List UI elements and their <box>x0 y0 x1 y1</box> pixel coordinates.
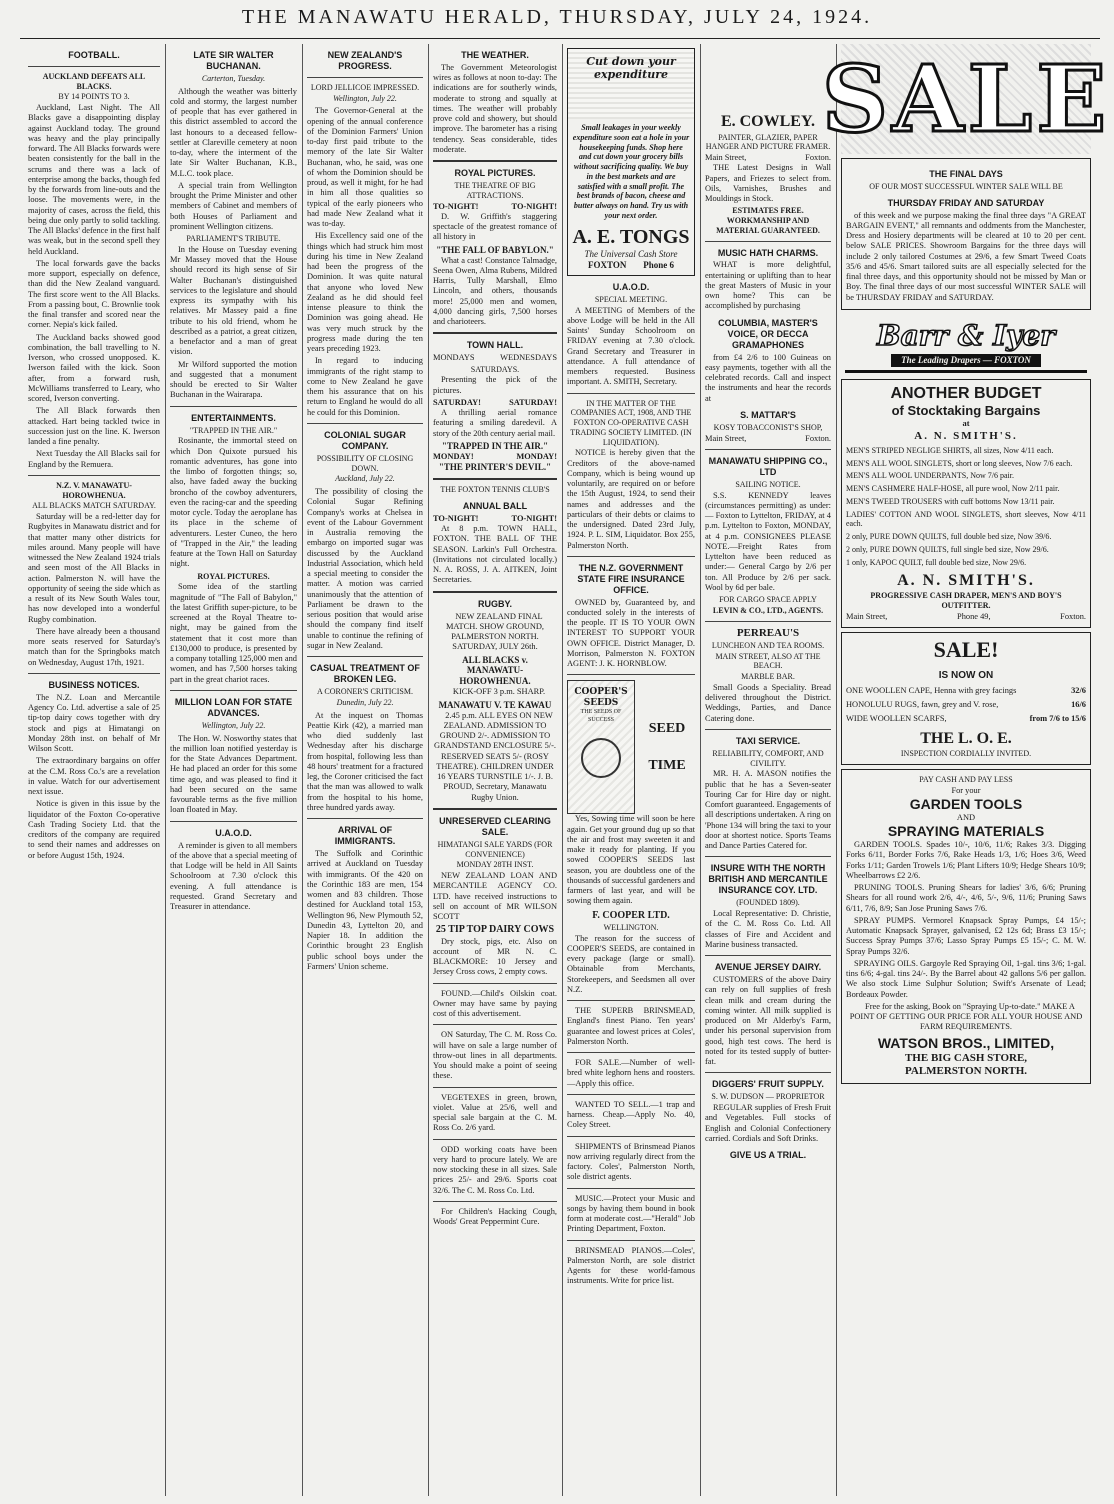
cowley-address: Main Street, Foxton. <box>705 153 831 163</box>
watson-ad <box>841 769 1091 1084</box>
final-days-when: THURSDAY FRIDAY AND SATURDAY <box>887 197 1045 208</box>
mattar-name: S. MATTAR'S <box>740 409 796 420</box>
ad-subheading: SAILING NOTICE. <box>735 479 801 489</box>
ad-para: Local Representative: D. Christie, of the C. M. Ross Co. Ltd. All classes of Fire and Accident and Marine business transacted. <box>705 909 831 949</box>
watson-name: THE BIG CASH STORE, <box>904 1051 1028 1064</box>
parliament-heading: PARLIAMENT'S TRIBUTE. <box>186 234 281 244</box>
feature-title: "THE FALL OF BABYLON." <box>436 244 554 255</box>
ad-subheading: AND <box>956 812 976 822</box>
clearing-sale-heading: UNRESERVED CLEARING SALE. <box>439 815 551 837</box>
ad-subheading: WELLINGTON. <box>603 922 659 932</box>
sugar-subheading: POSSIBILITY OF CLOSING DOWN. <box>316 453 414 473</box>
ad-subheading: LUNCHEON AND TEA ROOMS. <box>711 640 825 650</box>
million-loan-heading: MILLION LOAN FOR STATE ADVANCES. <box>174 696 293 718</box>
rugby-heading: N.Z. V. MANAWATU-HOROWHENUA. <box>56 480 132 500</box>
smith-item: 2 only, PURE DOWN QUILTS, full single bed size, Now 29/6. <box>846 544 1049 554</box>
ad-para: from £4 2/6 to 100 Guineas on easy payments, together with all the celebrated records. Call and inspect the instruments and hear the records at <box>705 352 831 403</box>
loe-sale-sub: IS NOW ON <box>938 669 994 681</box>
ad-subheading: RELIABILITY, COMFORT, AND CIVILITY. <box>712 748 824 768</box>
column-6 <box>705 44 831 1496</box>
ad-subheading: MONDAY 28TH INST. <box>456 860 534 870</box>
dateline: Wellington, July 22. <box>201 720 266 730</box>
column-4 <box>433 44 557 1496</box>
smith-item: MEN'S STRIPED NEGLIGE SHIRTS, all sizes, Now 4/11 each. <box>846 445 1054 455</box>
ad-para: SPRAYING OILS. Gargoyle Red Spraying Oil, 1-gal. tins 3/6; 1-gal. tins 6/6; 4-gal. tins 24/-. By the Barrel about 42 gallons 5/6 per gallon. We also stock Lime Sulphur Solution; Swift's Arsenate of Lead; Bordeaux Powder. <box>846 958 1086 999</box>
smith-subheading: of Stocktaking Bargains <box>891 403 1041 419</box>
ad-para: REGULAR supplies of Fresh Fruit and Vegetables. Full stocks of English and Colonial Confectionery carried. Cordials and Soft Drinks. <box>705 1103 831 1143</box>
classified: ON Saturday, The C. M. Ross Co. will have on sale a large number of throw-out lines in all departments. You should make a point of seeing these. <box>433 1030 557 1081</box>
cooper-name: F. COOPER LTD. <box>592 909 670 921</box>
broken-leg-para: At the inquest on Thomas Peattie Kirk (42), a married man who died suddenly last Wednesday after his discharge from hospital, following less than 48 hours' treatment for a fractured leg, the Coroner criticised the fact that the man was allowed to walk from the hospital to his home, three hundred yards away. <box>307 710 423 812</box>
insurance-heading: INSURE WITH THE NORTH BRITISH AND MERCANTILE INSURANCE COY. LTD. <box>708 863 828 896</box>
ad-subheading: MAIN STREET, ALSO AT THE BEACH. <box>715 651 821 671</box>
business-notices-heading: BUSINESS NOTICES. <box>48 679 140 690</box>
nz-progress-heading: NEW ZEALAND'S PROGRESS. <box>327 50 403 71</box>
ad-para: SPRAY PUMPS. Vermorel Knapsack Spray Pumps, £4 15/-; Automatic Knapsack Sprayer, galvanised, £2 12s 6d; Brass £3 15/-; Success Spray Pumps 37/6; Lasso Spray Pumps £5 15/-; C. M. W. Spray Pumps 32/6. <box>846 915 1086 956</box>
final-days-heading: THE FINAL DAYS <box>929 169 1003 179</box>
broken-leg-subheading: A CORONER'S CRITICISM. <box>317 687 413 697</box>
dateline: Carterton, Tuesday. <box>201 73 266 83</box>
masthead-rule <box>20 38 1100 39</box>
business-para: The extraordinary bargains on offer at the C.M. Ross Co.'s are a revelation in value. Watch for our advertisement next issue. <box>28 756 160 797</box>
column-7 <box>821 44 1111 1496</box>
loe-footer: INSPECTION CORDIALLY INVITED. <box>900 749 1032 759</box>
classified: WANTED TO SELL.—1 trap and harness. Cheap.—Apply No. 40, Coley Street. <box>567 1099 695 1130</box>
cowley-name: E. COWLEY. <box>720 113 816 130</box>
smith-address: Main Street, Phone 49, Foxton. <box>846 612 1086 622</box>
ad-subheading: PAY CASH AND PAY LESS <box>919 774 1013 784</box>
ad-para: Yes, Sowing time will soon be here again. Get your ground dug up so that the air and frost may sweeten it and make it ready for planting. If you sowed COOPER'S SEEDS last season, you are doubtless one of the thousands of successful gardeners and farmers of last year, and will be sowing them again. <box>567 814 695 906</box>
column-5 <box>567 44 695 1496</box>
immigrants-heading: ARRIVAL OF IMMIGRANTS. <box>334 825 396 847</box>
music-heading: MUSIC HATH CHARMS. <box>717 247 819 258</box>
smith-at: at <box>962 419 970 429</box>
business-para: Notice is given in this issue by the liquidator of the Foxton Co-operative Cash Trading Society Ltd. that the creditors of the company are required to send their names and addresses on or before August 15th, 1924. <box>28 799 160 860</box>
sale-banner-art: SALE <box>821 44 1111 153</box>
royal-pictures-heading: ROYAL PICTURES. <box>197 571 270 581</box>
nz-progress-para: His Excellency said one of the things which had struck him most during his time in New Zealand had been the progress of the Dominion. It was quite natural that anyone who loved New Zealand as he did should feel intense pleasure to think the Dominion was going ahead. He was very much struck by the progress made during the ten years preceding 1923. <box>307 231 423 354</box>
loe-item: WIDE WOOLLEN SCARFS, from 7/6 to 15/6 <box>846 714 1086 724</box>
entertainments-subheading: "TRAPPED IN THE AIR." <box>189 425 278 435</box>
column-rule <box>700 44 701 1496</box>
column-2 <box>170 44 297 1496</box>
column-rule <box>428 44 429 1496</box>
smith-item-list <box>846 446 1086 568</box>
ad-subheading: MARBLE BAR. <box>741 672 795 682</box>
dateline: Wellington, July 22. <box>333 93 397 103</box>
ad-para: MR. H. A. MASON notifies the public that he has a Seven-seater Touring Car for Hire day or night. Comfort guaranteed. Engagements of all descriptions undertaken. A ring on 'Phone 134 will bring the taxi to your door at shortest notice. Sports Teams and Dance Parties Catered for. <box>705 769 831 851</box>
ad-para: GARDEN TOOLS. Spades 10/-, 10/6, 11/6; Rakes 3/3. Digging Forks 6/11, Border Forks 7/6, Rake Heads 1/3, 1/6; Hoes 3/6, Weed Forks 1/11; Garden Trowels 1/6; Plant Lifters 10/9; Hedge Shears 10/9; Wheelbarrows £2 2/6. <box>846 840 1086 880</box>
smith-item: MEN'S CASHMERE HALF-HOSE, all pure wool, Now 2/11 pair. <box>846 484 1060 494</box>
cowley-estimates: ESTIMATES FREE. WORKMANSHIP AND MATERIAL GUARANTEED. <box>716 206 820 235</box>
uaod-para: A reminder is given to all members of the above that a special meeting of that Lodge will be held in All Saints Schoolroom at 7.30 o'clock this evening. A full attendance is requested. Grand Secretary and Treasurer in attendance. <box>170 840 297 912</box>
classified: THE SUPERB BRINSMEAD, England's finest Piano. Ten years' guarantee and lowest prices at Coles', Palmerston North. <box>567 1006 695 1046</box>
classified: ODD working coats have been very hard to procure lately. We are now stocking these in all sizes. Sale prices 25/- and 29/6. Sports coat 32/6. The C. M. Ross Co. Ltd. <box>433 1144 557 1195</box>
ad-para: What a cast! Constance Talmadge, Seena Owen, Alma Rubens, Mildred Harris, Tully Marshall, Elmo Lincoln, and others, thousands more! 25,000 men and women, 4,000 dancing girls, 7,500 horses and charioteers. <box>433 255 557 327</box>
broken-leg-heading: CASUAL TREATMENT OF BROKEN LEG. <box>310 663 420 685</box>
rugby-para: There have already been a thousand more seats reserved for Saturday's match than for the Springboks match on Wednesday, August 17th, 1921. <box>28 626 160 667</box>
watson-heading: SPRAYING MATERIALS <box>887 823 1045 840</box>
dateline: Auckland, July 22. <box>335 474 395 484</box>
perreau-name: PERREAU'S <box>736 626 800 639</box>
tongs-name: A. E. TONGS <box>572 225 690 248</box>
smith-ad <box>841 379 1091 628</box>
taxi-heading: TAXI SERVICE. <box>735 735 801 746</box>
royal-pictures-ad-heading: ROYAL PICTURES. <box>454 168 536 179</box>
football-para: The local forwards gave the backs more support, especially on defence, than did the New Zealand vanguard. The first score went to the All Blacks. From a passing bout, C. Brownlie took the final transfer and scored near the corner. Nepia's kick failed. <box>28 258 160 330</box>
ad-subheading: S. W. DUDSON — PROPRIETOR <box>711 1092 825 1102</box>
ad-para: OWNED by, Guaranteed by, and conducted solely in the interests of the people. IT IS TO YOUR OWN INTEREST TO SUPPORT YOUR OWN OFFICE. District Manager, D. Morrison, Palmerston N. FOXTON AGENT: J. K. HORNBLOW. <box>567 597 695 669</box>
nz-progress-para: The Governor-General at the opening of the annual conference of the Dominion Farmers' Union to-day first paid tribute to the memory of the late Sir Walter Buchanan, who, he said, was one of whom the Dominion should be proud, as well it might, for he had in him all those qualities so typical of the early pioneers who had made New Zealand what it was to-day. <box>307 106 423 229</box>
tongs-ad <box>567 48 695 276</box>
loe-sale-heading: SALE! <box>933 636 999 662</box>
smith-footer-tag: PROGRESSIVE CASH DRAPER, MEN'S AND BOY'S OUTFITTER. <box>870 590 1062 610</box>
ad-subheading: OF OUR MOST SUCCESSFUL WINTER SALE WILL BE <box>869 181 1063 191</box>
classified: FOR SALE.—Number of well-bred white leghorn hens and roosters. —Apply this office. <box>567 1058 695 1088</box>
ad-para: Dry stock, pigs, etc. Also on account of MR N. C. BLACKMORE: 10 Jersey and Jersey Cross cows, 2 empty cows. <box>433 936 557 977</box>
ad-para: THE Latest Designs in Wall Papers, and Friezes to select from. Oils, Varnishes, Brushes and Mouldings in Stock. <box>705 163 831 204</box>
football-score: BY 14 POINTS TO 3. <box>58 92 130 102</box>
football-para: The Auckland backs showed good combination, the ball travelling to N. Iverson, who crossed unopposed. K. Iwerson failed with the kick. Soon after, from a forward rush, McWilliams transferred to Leary, who scored, Iverson converting. <box>28 332 160 404</box>
smith-item: 1 only, KAPOC QUILT, full double bed size, Now 29/6. <box>846 557 1027 567</box>
column-3 <box>307 44 423 1496</box>
sugar-heading: COLONIAL SUGAR COMPANY. <box>324 429 406 451</box>
ad-para: NEW ZEALAND FINAL MATCH. SHOW GROUND, PALMERSTON NORTH. SATURDAY, JULY 26th. <box>445 611 545 652</box>
tennis-ball-heading: ANNUAL BALL <box>462 500 528 511</box>
ad-para: Free for the asking, Book on "Spraying Up-to-date." MAKE A POINT OF GETTING OUR PRICE FOR ALL YOUR HOUSE AND FARM REQUIREMENTS. <box>849 1001 1083 1032</box>
ad-para: The reason for the success of COOPER'S SEEDS, are contained in every package (large or small). Obtainable from Merchants, Storekeepers, and Seedsmen all over N.Z. <box>567 933 695 994</box>
ad-row: MONDAYS WEDNESDAYS <box>433 353 557 363</box>
ad-row: TO-NIGHT! TO-NIGHT! <box>433 201 557 211</box>
ad-para: WHAT is more delightful, entertaining or uplifting than to hear the great Masters of Music in your own home? This can be accomplished by purchasing <box>705 260 831 311</box>
classified: BRINSMEAD PIANOS.—Coles', Palmerston North, are sole district Agents for these world-famous instruments. Write for price list. <box>567 1245 695 1286</box>
smith-footer-name: A. N. SMITH'S. <box>897 572 1035 590</box>
smith-item: MEN'S ALL WOOL SINGLETS, short or long sleeves, Now 7/6 each. <box>846 458 1073 468</box>
final-days-ad <box>841 158 1091 310</box>
ad-row: SATURDAY! SATURDAY! <box>433 397 557 407</box>
ad-para: A MEETING of Members of the above Lodge will be held in the All Saints' Sunday Schoolroom on FRIDAY evening at 7.30 o'clock. Grand Secretary and Treasurer in attendance. A full attendance of members requested. Business important. A. SMITH, Secretary. <box>567 305 695 387</box>
loe-item: HONOLULU RUGS, fawn, grey and V. rose, 16/6 <box>846 700 1086 709</box>
watson-heading: GARDEN TOOLS <box>909 795 1023 812</box>
ad-subheading: FOR CARGO SPACE APPLY <box>719 595 817 605</box>
parliament-para: Mr Wilford supported the motion and suggested that a monument should be erected to Sir Walter Buchanan in the Wairarapa. <box>170 359 297 400</box>
ad-para: At 8 p.m. TOWN HALL, FOXTON. THE BALL OF THE SEASON. Larkin's Full Orchestra. (Invitations not circulated locally.) N. A. ROSS, J. A. AITKEN, Joint Secretaries. <box>433 524 557 585</box>
fruit-heading: DIGGERS' FRUIT SUPPLY. <box>712 1079 824 1090</box>
ad-subheading: SATURDAYS. <box>470 364 520 374</box>
column-rule <box>562 44 563 1496</box>
shipping-heading: MANAWATU SHIPPING CO., LTD <box>708 455 828 477</box>
classified: MUSIC.—Protect your Music and songs by having them bound in book form at moderate cost.—"Herald" Job Printing Department, Foxton. <box>567 1193 695 1234</box>
tongs-blurb: Small leakages in your weekly expenditure soon eat a hole in your housekeeping funds. Shop here and cut down your grocery bills without sacrificing quality. We buy in the best markets and are satisfied with a small profit. The best brands of bacon, cheese and butter always on hand. Try us with your next order. <box>572 123 690 220</box>
classified: For Children's Hacking Cough, Woods' Great Peppermint Cure. <box>433 1206 557 1226</box>
feature-title: MANAWATU V. TE KAWAU <box>438 699 552 710</box>
ad-para: NOTICE is hereby given that the Creditors of the above-named Company, which is being wound up voluntarily, are required on or before the 15th August, 1924, to send their names and addresses and the particulars of their debts or claims to the undersigned. Dated 23rd July, 1924. P. L. SIM, Liquidator. Box 255, Palmerston North. <box>567 448 695 550</box>
column-rule <box>836 44 837 1496</box>
cooper-ad: COOPER'S SEEDS THE SEEDS OF SUCCESS SEED TIME <box>567 680 695 814</box>
immigrants-para: The Suffolk and Corinthic arrived at Auckland on Tuesday with immigrants. Of the 420 on the Corinthic 183 are men, 154 women and 83 children. Those destined for Auckland total 153, Wellington 96, New Plymouth 52, Dunedin 43, Lyttelton 20, and Napier 18. In addition the Corinthic brought 23 English public school boys under the Farmers' Union scheme. <box>307 849 423 971</box>
ad-subheading: For your <box>951 785 981 795</box>
ad-para: KICK-OFF 3 p.m. SHARP. <box>452 687 546 697</box>
ad-para: 2.45 p.m. ALL EYES ON NEW ZEALAND. ADMISSION TO GROUND 2/-. ADMISSION TO GRANDSTAND ENCLOSURE 5/-. RESERVED SEATS 5/- (ROSY THEATRE). CHILDREN UNDER 16 YEARS TURNSTILE 1/-. J. B. PROUD, Secretary, Manawatu Rugby Union. <box>434 710 556 802</box>
smith-heading: ANOTHER BUDGET <box>890 384 1042 402</box>
cowley-trade: PAINTER, GLAZIER, PAPER HANGER AND PICTURE FRAMER. <box>705 132 831 152</box>
liquidation-heading: IN THE MATTER OF THE COMPANIES ACT, 1908, AND THE FOXTON CO-OPERATIVE CASH TRADING SOCIETY LIMITED. (IN LIQUIDATION). <box>570 398 692 447</box>
buchanan-heading: LATE SIR WALTER BUCHANAN. <box>193 50 274 71</box>
weather-heading: THE WEATHER. <box>461 50 529 60</box>
football-subheading: AUCKLAND DEFEATS ALL BLACKS. <box>42 71 146 91</box>
ad-subheading: KOSY TOBACCONIST'S SHOP, <box>713 422 823 432</box>
nz-progress-subheading: LORD JELLICOE IMPRESSED. <box>310 82 420 92</box>
ad-subheading: SPECIAL MEETING. <box>594 294 668 304</box>
football-para: Auckland, Last Night. The All Blacks gave a disappointing display against Auckland today. The ground was heavy and the play principally forward. The All Blacks forwards were beaten consistently for the ball in the scrums and there was a lack of enterprise among the backs, though fed by the forwards from line-outs and the loose. The movements were, in the majority of cases, across the field, this being due only partly to solid tackling. The All Blacks' defence in the first half was weak, but in the second spell they held Auckland. <box>28 103 160 256</box>
tennis-heading: THE FOXTON TENNIS CLUB'S <box>440 485 550 495</box>
ad-para: of this week and we purpose making the final three days "A GREAT BARGAIN EVENT," all remnants and oddments from the Manchester, Dress and Hosiery departments will be cleared at 10 to 20 per cent. below SALE PRICES. Showroom Bargains for the three days will include 2 only tailored Costumes at 29/6, a few Smart Tweed Coats 35/6 and 45/6. Smart tailored suits are all especially selected for the final three days, and this opportunity should not be missed by Man or Boy. The final three days of our most successful WINTER SALE will be THURSDAY FRIDAY and SATURDAY. <box>846 210 1086 302</box>
barr-iyer-logo: Barr & Iyer The Leading Drapers — FOXTON <box>845 316 1087 373</box>
entertainments-para: Rosinante, the immortal steed on which Don Quixote pursued his romantic adventures, has gone into the limbo of forgotten things; so, also, have faded away the bucking broncho of the cowboy adventurers, even the racing-car and the speeding motor cycle. Today the aeroplane has its place in the scheme of adventurers. Lester Cuneo, the hero of "Trapped in the Air," the leading feature at the Town Hall on Saturday night. <box>170 436 297 569</box>
business-para: The N.Z. Loan and Mercantile Agency Co. Ltd. advertise a sale of 25 tip-top dairy cows together with dry stock and pigs at Himatangi on Monday 28th inst. on behalf of Mr Wilson Scott. <box>28 692 160 754</box>
rugby-subheading: ALL BLACKS MATCH SATURDAY. <box>32 501 156 511</box>
classified: VEGETEXES in green, brown, violet. Value at 25/6, well and special sale bargain at the C. M. Ross Co. 2/6 yard. <box>433 1092 557 1133</box>
ad-para: S.S. KENNEDY leaves (circumstances permitting) as under:— Foxton to Lyttelton, FRIDAY, at 4 p.m. Lyttelton to Foxton, MONDAY, at 4 p.m. CONSIGNEES PLEASE NOTE.—Freight Rates from Lyttelton have been reduced as under:— General Cargo by 2/6 per ton. All Produce by 2/6 per sack. Wool by 6d per bale. <box>705 490 831 592</box>
football-para: Next Tuesday the All Blacks sail for England by the Remuera. <box>28 449 160 469</box>
ad-subheading: (FOUNDED 1809). <box>736 898 800 908</box>
ad-subheading: HIMATANGI SALE YARDS (FOR CONVENIENCE) <box>437 839 553 859</box>
feature-title: "THE PRINTER'S DEVIL." <box>438 462 552 473</box>
flower-icon <box>581 738 621 778</box>
tongs-tagline: The Universal Cash Store <box>584 248 678 259</box>
ad-para: Small Goods a Speciality. Bread delivered throughout the District. Weddings, Parties, and Dance Catering done. <box>705 682 831 723</box>
entertainments-heading: ENTERTAINMENTS. <box>191 412 276 423</box>
classified: SHIPMENTS of Brinsmead Pianos now arriving regularly direct from the factory. Coles', Palmerston North, sole district agents. <box>567 1141 695 1182</box>
state-fire-heading: THE N.Z. GOVERNMENT STATE FIRE INSURANCE OFFICE. <box>577 562 685 595</box>
uaod-ad-heading: U.A.O.D. <box>612 281 650 292</box>
loe-item-list <box>846 686 1086 725</box>
smith-item: MEN'S ALL WOOL UNDERPANTS, Now 7/6 pair. <box>846 471 1014 481</box>
column-rule <box>302 44 303 1496</box>
rugby-para: Saturday will be a red-letter day for Rugbyites in Manawatu district and for that matter many other districts for miles around. Many people will have witnessed the New Zealand 1924 trials and seen most of the All Blacks in action. Palmerston N. will have the opportunity of seeing the side which as a result of its New South Wales tour, has now developed into a wonderful Rugby combination. <box>28 512 160 624</box>
loe-item: ONE WOOLLEN CAPE, Henna with grey facings 32/6 <box>846 685 1086 695</box>
feature-title: "TRAPPED IN THE AIR." <box>441 440 549 451</box>
ad-row: MONDAY! MONDAY! <box>433 451 557 461</box>
tongs-contact: FOXTON Phone 6 <box>588 259 674 270</box>
masthead: THE MANAWATU HERALD, THURSDAY, JULY 24, 1924. <box>241 6 873 28</box>
ad-para: Presenting the pick of the pictures. <box>433 375 557 395</box>
ad-para: NEW ZEALAND LOAN AND MERCANTILE AGENCY CO. LTD. have received instructions to sell on account of MR WILSON SCOTT <box>433 871 557 922</box>
football-heading: FOOTBALL. <box>68 50 120 60</box>
column-1 <box>28 44 160 1496</box>
tongs-illustration: Cut down your expenditure <box>568 49 694 119</box>
mattar-address: Main Street, Foxton. <box>705 433 831 443</box>
feature-title: 25 TIP TOP DAIRY COWS <box>435 924 555 936</box>
classified: FOUND.—Child's Oilskin coat. Owner may have same by paying cost of this advertisement. <box>433 988 557 1018</box>
ad-row: TO-NIGHT! TO-NIGHT! <box>433 513 557 523</box>
watson-name: PALMERSTON NORTH. <box>904 1065 1028 1078</box>
smith-item: MEN'S TWEED TROUSERS with cuff bottoms Now 13/11 pair. <box>846 496 1055 506</box>
royal-pictures-para: Some idea of the startling magnitude of "The Fall of Babylon," the latest Griffith super-picture, to be screened at the Royal Theatre to-night, may be gained from the statement that it cost more than £130,000 to produce, is presented by a company totalling 125,000 men and women, and has 7,500 horses taking part in the great chariot races. <box>170 582 297 684</box>
rugby-ad-heading: RUGBY. <box>477 598 512 609</box>
smith-item: 2 only, PURE DOWN QUILTS, full double bed size, Now 39/6. <box>846 532 1052 542</box>
seed-packet-illustration: COOPER'S SEEDS THE SEEDS OF SUCCESS <box>567 680 635 814</box>
loe-name: THE L. O. E. <box>920 729 1012 747</box>
buchanan-para: Although the weather was bitterly cold and stormy, the largest number of people that has ever gathered in this district assembled to accord the last honours to a deceased fellow-settler at Clareville cemetery at noon to-day, where the interment of the late Sir Walter Buchanan, K.B., M.L.C. took place. <box>170 86 297 178</box>
feature-title: ALL BLACKS v. MANAWATU-HOROWHENUA. <box>459 654 531 687</box>
royal-pictures-ad-subheading: THE THEATRE OF BIG ATTRACTIONS. <box>454 181 536 200</box>
dairy-heading: AVENUE JERSEY DAIRY. <box>714 962 822 973</box>
ad-para: CUSTOMERS of the above Dairy can rely on full supplies of fresh clean milk and cream during the coming winter. All milk supplied is produced on Mr Alderby's Farm, under his personal supervision from good, high test cows. The herd is noted for its tested supply of butter-fat. <box>705 975 831 1067</box>
buchanan-para: A special train from Wellington brought the Prime Minister and other members of Cabinet and members of both Houses of Parliament and prominent Wellington citizens. <box>170 180 297 231</box>
gramophone-brands: COLUMBIA, MASTER'S VOICE, OR DECCA GRAMAPHONES <box>718 317 818 350</box>
watson-name: WATSON BROS., LIMITED, <box>877 1034 1055 1051</box>
uaod-heading: U.A.O.D. <box>215 827 252 838</box>
town-hall-heading: TOWN HALL. <box>466 340 524 351</box>
weather-para: The Government Meteorologist wires as follows at noon to-day: The indications are for southerly winds, moderate to strong and squally at times. The weather will probably prove cold and showery, but should improve. The barometer has a rising tendency. Seas considerable, tides moderate. <box>433 62 557 154</box>
smith-item: LADIES' COTTON AND WOOL SINGLETS, short sleeves, Now 4/11 each. <box>846 509 1086 529</box>
million-loan-para: The Hon. W. Nosworthy states that the million loan notified yesterday is for the State Advances Department. He had placed an order for this some time ago, and was pleased to find it had been secured on the same favourable terms as the five million loan floated in May. <box>170 733 297 815</box>
column-rule <box>165 44 166 1496</box>
dateline: Dunedin, July 22. <box>336 697 394 707</box>
ad-para: D. W. Griffith's staggering spectacle of the greatest romance of all history in <box>433 211 557 242</box>
fruit-trial: GIVE US A TRIAL. <box>729 1150 807 1161</box>
sugar-para: The possibility of closing the Colonial Sugar Refining Company's works at Chelsea in event of the Labour Government in Australia removing the embargo on imported sugar was discussed by the Auckland Industrial Association, which held a special meeting to consider the matter. A motion was carried unanimously that the attention of Parliament be drawn to the serious position that would arise should the company find itself unable to continue the refining of sugar in New Zealand. <box>307 487 423 650</box>
loe-sale-ad <box>841 632 1091 765</box>
ad-subheading: LEVIN & CO., LTD., AGENTS. <box>712 605 824 615</box>
nz-progress-para: In regard to inducing immigrants of the right stamp to come to New Zealand he gave them his assurance that on his return to England he would do all he could for this Dominion. <box>307 356 423 417</box>
parliament-para: In the House on Tuesday evening Mr Massey moved that the House should record its high sense of Sir Walter Buchanan's distinguished services to the legislature and should express its sympathy with his relatives. Mr Massey paid a fine tribute to his old friend, whom he described as a patriot, a great citizen, a benefactor and a man of great vision. <box>170 244 297 357</box>
ad-para: PRUNING TOOLS. Pruning Shears for ladies' 3/6, 6/6; Pruning Shears for all round work 2/6, 4/-, 4/6, 5/-, 9/6, 11/6; Pruning Saws 6/11, 7/6, 8/9; San Jose Pruning Saws 7/6. <box>846 883 1086 913</box>
smith-name: A. N. SMITH'S. <box>914 429 1018 442</box>
football-para: The All Black forwards then attacked. Hart being tackled twice in succession just on the line. K. Iwerson landed a fine penalty. <box>28 406 160 447</box>
ad-para: A thrilling aerial romance featuring a smiling daredevil. A story of the 20th century aerial mail. <box>433 408 557 438</box>
